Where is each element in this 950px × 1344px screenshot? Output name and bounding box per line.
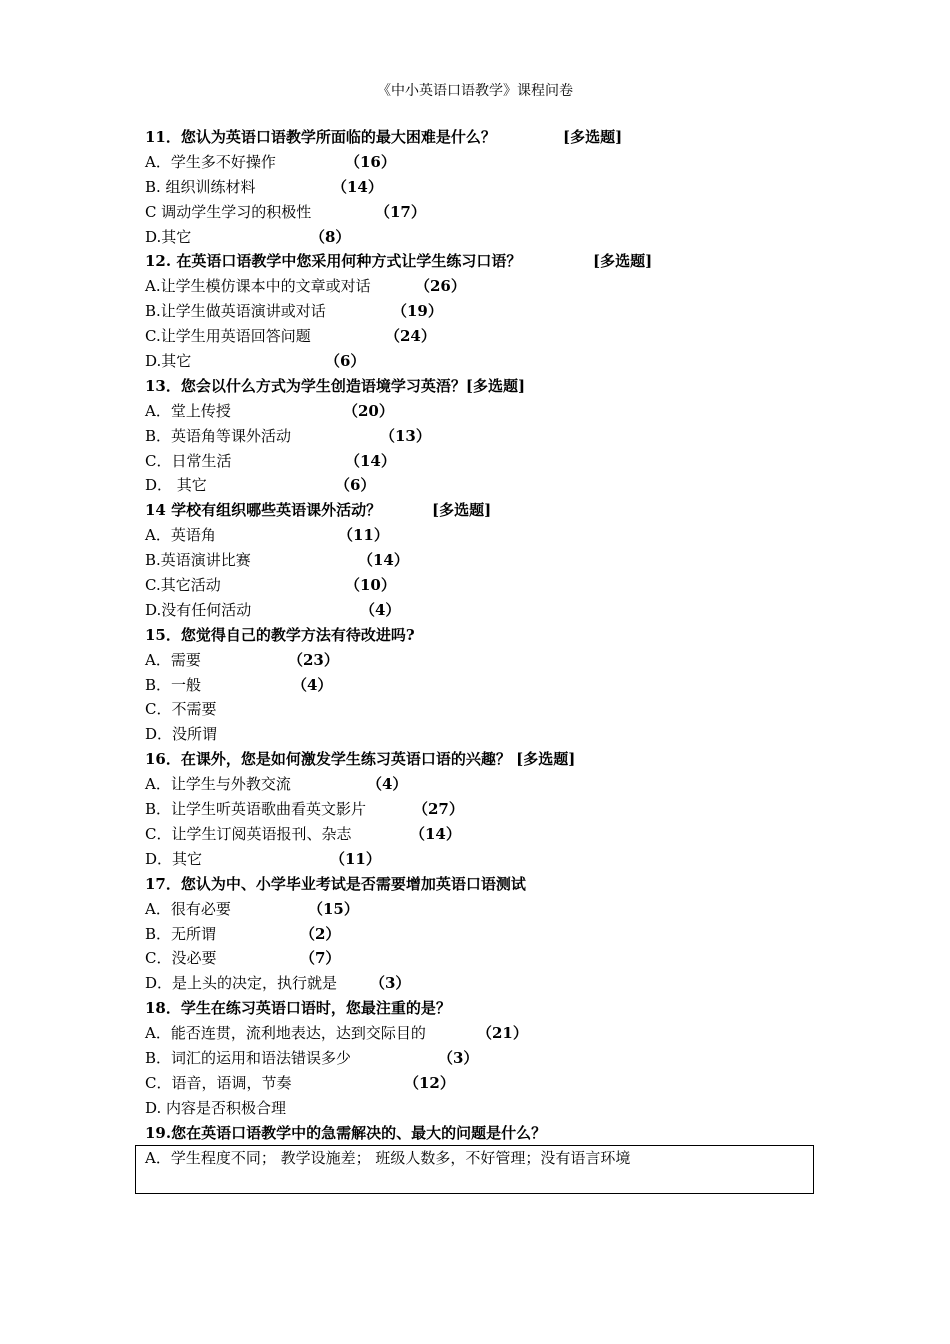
option-count: （17） — [375, 202, 426, 221]
option-label: D.其它 — [145, 352, 192, 371]
question-text: 16．在课外，您是如何激发学生练习英语口语的兴趣？ [多选题] — [145, 750, 576, 769]
option-label: C．没必要 — [145, 949, 217, 968]
option-row — [145, 150, 825, 175]
option-label: A．很有必要 — [145, 899, 231, 918]
option-count: （4） — [360, 600, 401, 619]
option-row — [145, 1071, 825, 1096]
option-count: （3） — [438, 1048, 479, 1067]
option-count: （20） — [343, 401, 394, 420]
option-label: B．词汇的运用和语法错误多少 — [145, 1048, 352, 1067]
option-count: （2） — [300, 924, 341, 943]
option-count: （4） — [367, 775, 408, 794]
question-title — [145, 872, 825, 897]
option-label: D.其它 — [145, 227, 192, 246]
option-row — [145, 722, 825, 747]
question-title — [145, 374, 825, 399]
option-count: （15） — [308, 899, 359, 918]
option-label: D．是上头的决定，执行就是 — [145, 974, 338, 993]
option-row — [145, 971, 825, 996]
question-text: 17．您认为中、小学毕业考试是否需要增加英语口语测试 — [145, 874, 526, 893]
option-label: B.英语演讲比赛 — [145, 551, 251, 570]
option-row — [145, 598, 825, 623]
option-label: C．日常生活 — [145, 451, 232, 470]
option-row — [145, 772, 825, 797]
question-title — [145, 125, 825, 150]
option-row — [145, 523, 825, 548]
question-text: 13．您会以什么方式为学生创造语境学习英浯？[多选题] — [145, 376, 526, 395]
option-row — [145, 797, 825, 822]
option-count: （6） — [335, 476, 376, 495]
option-label: A．需要 — [145, 650, 201, 669]
page-header: 《中小英语口语教学》课程问卷 — [377, 83, 573, 99]
question-text: 18．学生在练习英语口语时，您最注重的是？ — [145, 999, 451, 1018]
option-label: C 调动学生学习的积极性 — [145, 202, 312, 221]
option-count: （10） — [345, 576, 396, 595]
option-count: （23） — [288, 650, 339, 669]
option-label: B．一般 — [145, 675, 202, 694]
option-row — [145, 200, 825, 225]
option-row — [145, 946, 825, 971]
option-label: A．能否连贯，流利地表达，达到交际目的 — [145, 1024, 426, 1043]
option-label: D. 内容是否积极合理 — [145, 1098, 287, 1117]
option-count: （16） — [345, 152, 396, 171]
question-title — [145, 498, 825, 523]
option-label: B.让学生做英语演讲或对话 — [145, 302, 326, 321]
question-type-tag: [多选题] — [593, 252, 653, 271]
option-row — [145, 424, 825, 449]
option-count: （14） — [332, 177, 383, 196]
option-label: C．语音，语调，节奏 — [145, 1073, 292, 1092]
option-row — [145, 922, 825, 947]
option-row — [145, 1096, 825, 1121]
question-title — [145, 996, 825, 1021]
option-row — [145, 274, 825, 299]
question-type-tag: [多选题] — [563, 128, 623, 146]
option-label: B．让学生听英语歌曲看英文影片 — [145, 800, 367, 819]
answer-text: A．学生程度不同； 教学设施差； 班级人数多，不好管理；没有语言环境 — [145, 1149, 631, 1167]
question-text: 19.您在英语口语教学中的急需解决的、最大的问题是什么？ — [145, 1123, 547, 1142]
option-row — [145, 548, 825, 573]
option-label: D．没所谓 — [145, 725, 218, 744]
option-row — [145, 1046, 825, 1071]
option-count: （4） — [292, 675, 333, 694]
option-row — [145, 473, 825, 498]
option-label: B．英语角等课外活动 — [145, 426, 292, 445]
option-label: D.没有任何活动 — [145, 600, 252, 619]
option-row — [145, 349, 825, 374]
option-label: A．堂上传授 — [145, 401, 231, 420]
option-count: （6） — [325, 352, 366, 371]
question-text: 14 学校有组织哪些英语课外活动？ — [145, 501, 382, 520]
option-label: D．其它 — [145, 849, 203, 868]
question-text: 12. 在英语口语教学中您采用何种方式让学生练习口语？ — [145, 252, 522, 271]
option-row — [145, 299, 825, 324]
option-count: （26） — [415, 277, 466, 296]
option-count: （21） — [477, 1024, 528, 1043]
option-count: （8） — [310, 227, 351, 246]
option-label: A．学生多不好操作 — [145, 152, 276, 171]
option-count: （27） — [413, 800, 464, 819]
option-row — [145, 225, 825, 250]
option-row — [145, 324, 825, 349]
option-row — [145, 697, 825, 722]
option-count: （11） — [330, 849, 381, 868]
option-count: （7） — [300, 949, 341, 968]
question-title — [145, 747, 825, 772]
question-title — [145, 623, 825, 648]
option-label: C．让学生订阅英语报刊、杂志 — [145, 824, 352, 843]
option-row — [145, 399, 825, 424]
option-label: C.其它活动 — [145, 576, 221, 595]
option-label: B．无所谓 — [145, 924, 217, 943]
option-count: （14） — [358, 551, 409, 570]
option-count: （14） — [345, 451, 396, 470]
option-label: D． 其它 — [145, 476, 207, 495]
option-count: （13） — [380, 426, 431, 445]
question-title — [145, 1121, 825, 1146]
option-count: （12） — [404, 1073, 455, 1092]
survey-content — [145, 125, 825, 1146]
option-row — [145, 897, 825, 922]
option-row — [145, 573, 825, 598]
answer-box-q19 — [135, 1145, 814, 1194]
option-row — [145, 673, 825, 698]
option-row — [145, 449, 825, 474]
option-label: C.让学生用英语回答问题 — [145, 327, 311, 346]
option-count: （19） — [392, 302, 443, 321]
option-row — [145, 1021, 825, 1046]
option-label: A．英语角 — [145, 526, 216, 545]
option-row — [145, 175, 825, 200]
option-row — [145, 648, 825, 673]
question-text: 15．您觉得自己的教学方法有待改进吗? — [145, 625, 415, 644]
option-label: A．让学生与外教交流 — [145, 775, 291, 794]
option-count: （11） — [338, 526, 389, 545]
option-label: A.让学生模仿课本中的文章或对话 — [145, 277, 371, 296]
option-count: （14） — [410, 824, 461, 843]
question-text: 11．您认为英语口语教学所面临的最大困难是什么？ — [145, 128, 496, 146]
option-row — [145, 822, 825, 847]
option-row — [145, 847, 825, 872]
option-label: B. 组织训练材料 — [145, 177, 256, 196]
question-type-tag: [多选题] — [432, 501, 492, 520]
option-count: （3） — [370, 974, 411, 993]
question-title — [145, 249, 825, 274]
option-count: （24） — [385, 327, 436, 346]
option-label: C．不需要 — [145, 700, 217, 719]
